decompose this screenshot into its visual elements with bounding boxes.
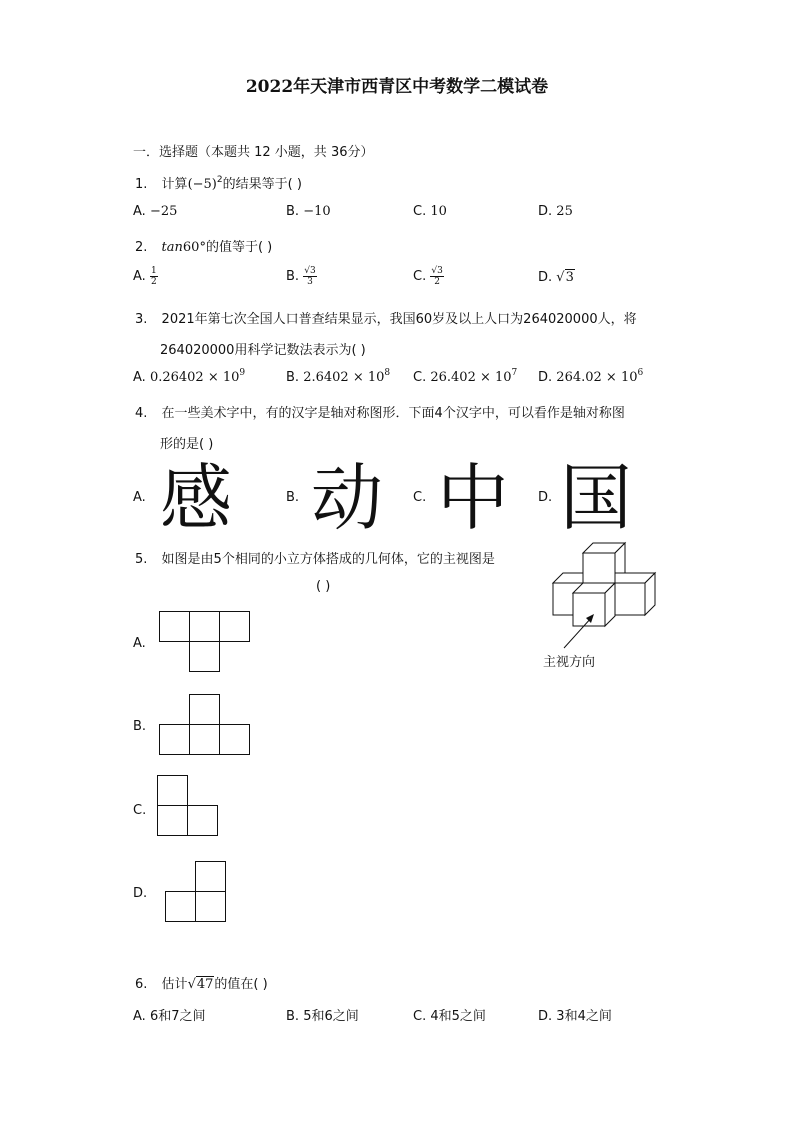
grid-square <box>190 725 220 755</box>
cube-front-face <box>615 583 645 615</box>
q4-option-c-label[interactable]: C. <box>413 490 427 505</box>
grid-square <box>158 806 188 836</box>
q5-option-d-label[interactable]: D. <box>133 886 148 901</box>
q5-option-b-label[interactable]: B. <box>133 719 147 734</box>
question-2 <box>135 236 272 255</box>
q5-option-b-figure <box>159 694 251 756</box>
question-number: 5. <box>135 552 148 567</box>
grid-square <box>220 612 250 642</box>
grid-square <box>160 725 190 755</box>
cube-figure <box>550 540 660 645</box>
question-number: 6. <box>135 977 148 992</box>
grid-square <box>220 725 250 755</box>
q4-option-d-label[interactable]: D. <box>538 490 553 505</box>
exponent: 2 <box>216 175 223 185</box>
question-1 <box>135 173 302 192</box>
square-root: √3 <box>556 270 574 285</box>
q3-option-d[interactable]: D. $264.02 \times 10^6$ <box>538 368 644 385</box>
question-4 <box>135 402 625 421</box>
cube-front-face <box>583 553 615 586</box>
q1-option-a[interactable]: A. −25 <box>133 204 178 219</box>
q4-option-b-label[interactable]: B. <box>286 490 300 505</box>
fraction: $\frac{√3}{2}$ <box>431 266 443 287</box>
math-argument: 60° <box>182 240 206 255</box>
q3-option-c[interactable]: C. $26.402 \times 10^7$ <box>413 368 518 385</box>
grid-square <box>190 642 220 672</box>
grid-square <box>166 892 196 922</box>
page-title: 2022年天津市西青区中考数学二模试卷 <box>245 77 549 97</box>
q4-option-c-character: 中 <box>437 456 510 540</box>
grid-square <box>160 612 190 642</box>
answer-paren: ( ) <box>316 579 331 594</box>
grid-square <box>196 862 226 892</box>
q4-option-a-character: 感 <box>160 456 233 540</box>
q1-option-b[interactable]: B. −10 <box>286 204 331 219</box>
question-text: 估计 <box>161 977 188 992</box>
grid-square <box>190 612 220 642</box>
q4-option-b-character: 动 <box>311 456 384 540</box>
question-text: 的值在( ) <box>214 977 268 992</box>
q2-option-c[interactable]: C. $\frac{√3}{2}$ <box>413 266 443 287</box>
question-text: 2021年第七次全国人口普查结果显示，我国60岁及以上人口为264020000人，将 <box>161 312 637 327</box>
q1-option-d[interactable]: D. 25 <box>538 204 573 219</box>
q1-option-c[interactable]: C. 10 <box>413 204 447 219</box>
question-number: 4. <box>135 406 148 421</box>
question-text: 的值等于( ) <box>205 240 273 255</box>
q5-option-a-label[interactable]: A. <box>133 636 146 651</box>
q5-option-a-figure <box>159 611 251 673</box>
q5-option-c-figure <box>157 775 219 837</box>
q3-option-a[interactable]: A. $0.26402 \times 10^9$ <box>133 368 246 385</box>
question-number: 1. <box>135 177 148 192</box>
question-text: 如图是由5个相同的小立方体搭成的几何体，它的主视图是 <box>161 552 495 567</box>
question-3-line2: 264020000用科学记数法表示为( ) <box>160 343 366 358</box>
square-root: √47 <box>187 977 214 992</box>
math-expression: (−5) <box>187 177 217 192</box>
question-text: 计算 <box>161 177 188 192</box>
fraction: $\frac{1}{2}$ <box>150 266 157 287</box>
section-heading: 一．选择题（本题共 12 小题，共 36分） <box>133 145 374 160</box>
fraction: $\frac{√3}{3}$ <box>304 266 316 287</box>
question-text: 的结果等于( ) <box>222 177 302 192</box>
question-3 <box>135 308 637 327</box>
grid-square <box>158 776 188 806</box>
q6-option-d[interactable]: D. 3和4之间 <box>538 1009 612 1024</box>
q2-option-a[interactable]: A. $\frac{1}{2}$ <box>133 266 157 287</box>
view-direction-label: 主视方向 <box>543 655 596 670</box>
q4-option-a-label[interactable]: A. <box>133 490 146 505</box>
q6-option-a[interactable]: A. 6和7之间 <box>133 1009 206 1024</box>
question-number: 2. <box>135 240 148 255</box>
q5-option-c-label[interactable]: C. <box>133 803 147 818</box>
q3-option-b[interactable]: B. $2.6402 \times 10^8$ <box>286 368 391 385</box>
q6-option-b[interactable]: B. 5和6之间 <box>286 1009 359 1024</box>
q2-option-d[interactable]: D. √3 <box>538 270 574 285</box>
q6-option-c[interactable]: C. 4和5之间 <box>413 1009 486 1024</box>
question-6 <box>135 973 268 992</box>
grid-square <box>188 806 218 836</box>
question-text: 在一些美术字中，有的汉字是轴对称图形．下面4个汉字中，可以看作是轴对称图 <box>161 406 625 421</box>
grid-square <box>190 695 220 725</box>
q4-option-d-character: 国 <box>560 456 633 540</box>
cube-top-face <box>553 573 583 583</box>
question-5 <box>135 548 495 567</box>
grid-square <box>196 892 226 922</box>
question-4-line2: 形的是( ) <box>160 437 214 452</box>
q5-option-d-figure <box>165 861 227 923</box>
math-function: tan <box>161 240 183 255</box>
question-number: 3. <box>135 312 148 327</box>
q2-option-b[interactable]: B. $\frac{√3}{3}$ <box>286 266 316 287</box>
